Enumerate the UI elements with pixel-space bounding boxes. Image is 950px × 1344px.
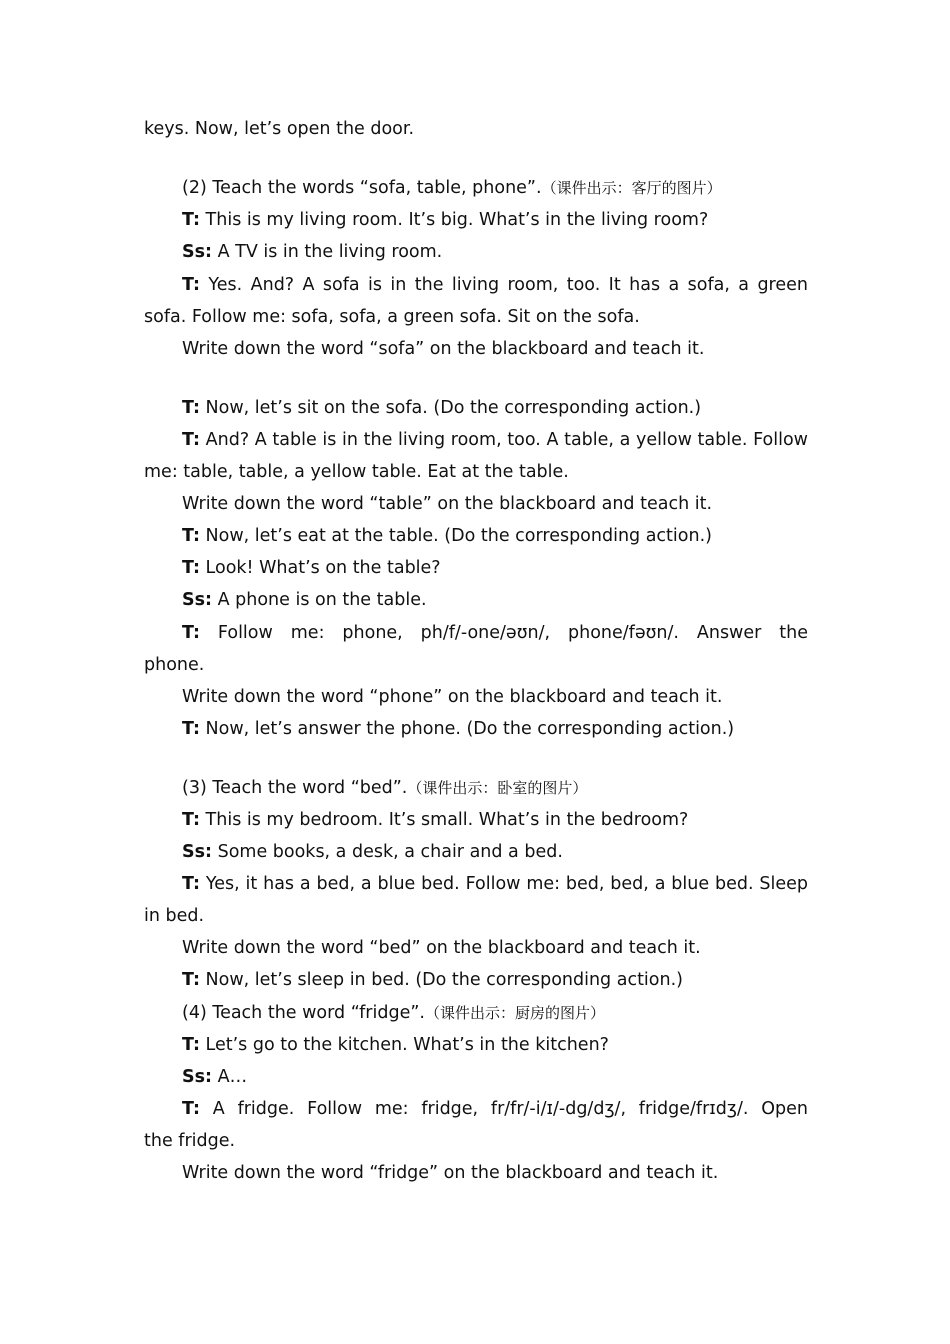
- dialogue-line: [182, 394, 808, 422]
- speaker-label: T:: [182, 1035, 200, 1055]
- speaker-label: T:: [182, 398, 200, 418]
- speaker-label: T:: [182, 430, 200, 450]
- dialogue-text: A…: [212, 1067, 248, 1087]
- dialogue-line: [182, 870, 808, 898]
- paragraph-line: [144, 115, 808, 143]
- speaker-label: T:: [182, 210, 200, 230]
- speaker-label: Ss:: [182, 590, 213, 610]
- speaker-label: T:: [182, 1099, 200, 1119]
- dialogue-line: [182, 426, 808, 454]
- speaker-label: T:: [182, 719, 200, 739]
- speaker-label: Ss:: [182, 1067, 213, 1087]
- line-text: Write down the word “fridge” on the blackboard and teach it.: [182, 1163, 719, 1183]
- heading-text: (4) Teach the word “fridge”.: [182, 1003, 425, 1023]
- dialogue-text: A phone is on the table.: [212, 590, 427, 610]
- paragraph-line: [144, 458, 808, 486]
- dialogue-text: Now, let’s answer the phone. (Do the corresponding action.): [199, 719, 735, 739]
- dialogue-text: A TV is in the living room.: [212, 242, 443, 262]
- line-text: me: table, table, a yellow table. Eat at the table.: [144, 462, 569, 482]
- line-text: phone.: [144, 655, 205, 675]
- paragraph-line: [144, 651, 808, 679]
- instruction-line: [182, 490, 808, 518]
- line-text: the fridge.: [144, 1131, 236, 1151]
- heading-text: (2) Teach the words “sofa, table, phone”.: [182, 178, 542, 198]
- line-text: Write down the word “bed” on the blackboard and teach it.: [182, 938, 701, 958]
- dialogue-text: A fridge. Follow me: fridge, fr/fr/-i/ɪ/-dg/dʒ/, fridge/frɪdʒ/. Open: [199, 1099, 808, 1119]
- dialogue-line: [182, 586, 808, 614]
- dialogue-line: [182, 806, 808, 834]
- speaker-label: T:: [182, 558, 200, 578]
- paragraph-line: [144, 1127, 808, 1155]
- courseware-note: （课件出示：卧室的图片）: [407, 779, 588, 797]
- dialogue-line: [182, 271, 808, 299]
- speaker-label: T:: [182, 810, 200, 830]
- dialogue-line: [182, 966, 808, 994]
- courseware-note: （课件出示：客厅的图片）: [541, 179, 722, 197]
- dialogue-text: Let’s go to the kitchen. What’s in the kitchen?: [199, 1035, 609, 1055]
- line-text: keys. Now, let’s open the door.: [144, 119, 415, 139]
- dialogue-text: And? A table is in the living room, too. A table, a yellow table. Follow: [199, 430, 808, 450]
- dialogue-line: [182, 206, 808, 234]
- dialogue-line: [182, 522, 808, 550]
- line-text: Write down the word “table” on the blackboard and teach it.: [182, 494, 713, 514]
- courseware-note: （课件出示：厨房的图片）: [424, 1004, 605, 1022]
- line-text: in bed.: [144, 906, 205, 926]
- dialogue-line: [182, 1031, 808, 1059]
- section-heading-bed: [182, 774, 808, 802]
- dialogue-text: Yes. And? A sofa is in the living room, too. It has a sofa, a green: [199, 275, 808, 295]
- speaker-label: T:: [182, 526, 200, 546]
- speaker-label: Ss:: [182, 842, 213, 862]
- dialogue-line: [182, 554, 808, 582]
- speaker-label: T:: [182, 970, 200, 990]
- dialogue-text: Look! What’s on the table?: [199, 558, 441, 578]
- heading-text: (3) Teach the word “bed”.: [182, 778, 408, 798]
- dialogue-line: [182, 238, 808, 266]
- dialogue-line: [182, 715, 808, 743]
- instruction-line: [182, 934, 808, 962]
- line-text: Write down the word “phone” on the blackboard and teach it.: [182, 687, 723, 707]
- dialogue-text: This is my bedroom. It’s small. What’s in the bedroom?: [199, 810, 689, 830]
- dialogue-line: [182, 1063, 808, 1091]
- speaker-label: T:: [182, 874, 200, 894]
- section-heading-fridge: [182, 999, 808, 1027]
- instruction-line: [182, 1159, 808, 1187]
- dialogue-text: Follow me: phone, ph/f/-one/əʊn/, phone/fəʊn/. Answer the: [199, 623, 808, 643]
- paragraph-line: [144, 303, 808, 331]
- speaker-label: T:: [182, 275, 200, 295]
- dialogue-text: Some books, a desk, a chair and a bed.: [212, 842, 563, 862]
- dialogue-text: This is my living room. It’s big. What’s in the living room?: [199, 210, 709, 230]
- dialogue-line: [182, 1095, 808, 1123]
- dialogue-line: [182, 619, 808, 647]
- dialogue-text: Now, let’s eat at the table. (Do the corresponding action.): [199, 526, 712, 546]
- instruction-line: [182, 335, 808, 363]
- line-text: sofa. Follow me: sofa, sofa, a green sofa. Sit on the sofa.: [144, 307, 640, 327]
- dialogue-line: [182, 838, 808, 866]
- dialogue-text: Yes, it has a bed, a blue bed. Follow me: bed, bed, a blue bed. Sleep: [199, 874, 808, 894]
- instruction-line: [182, 683, 808, 711]
- speaker-label: T:: [182, 623, 200, 643]
- line-text: Write down the word “sofa” on the blackboard and teach it.: [182, 339, 705, 359]
- dialogue-text: Now, let’s sit on the sofa. (Do the corresponding action.): [199, 398, 702, 418]
- dialogue-text: Now, let’s sleep in bed. (Do the corresponding action.): [199, 970, 683, 990]
- section-heading-sofa-table-phone: [182, 174, 808, 202]
- paragraph-line: [144, 902, 808, 930]
- speaker-label: Ss:: [182, 242, 213, 262]
